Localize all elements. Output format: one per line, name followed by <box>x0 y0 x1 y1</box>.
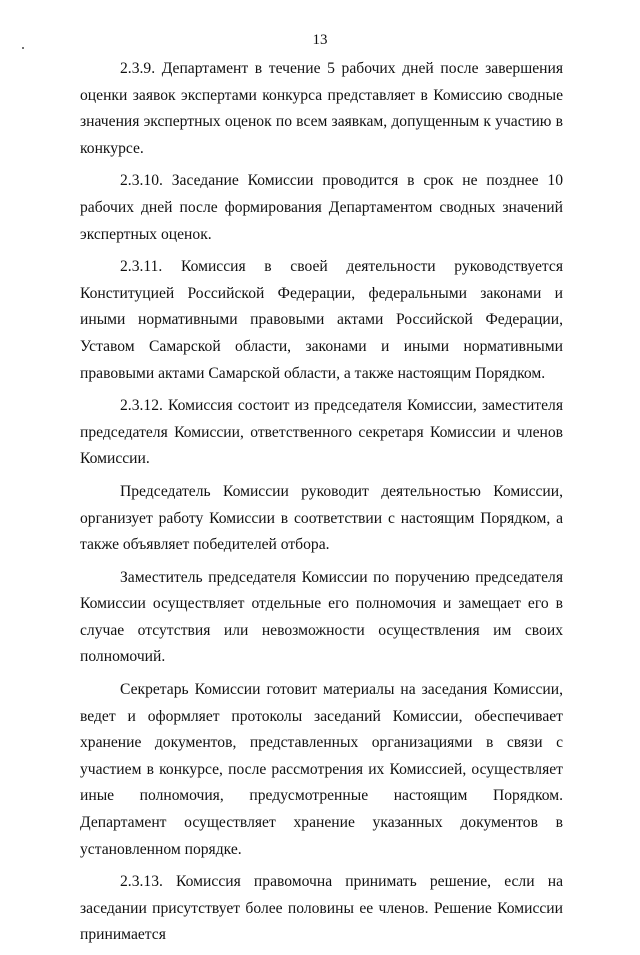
page-number: 13 <box>312 32 328 48</box>
paragraph-2-3-10: 2.3.10. Заседание Комиссии проводится в срок не позднее 10 рабочих дней после формирования Департаментом сводных значений экспертных оценок. <box>80 172 563 243</box>
paragraph-chairman: Председатель Комиссии руководит деятельностью Комиссии, организует работу Комиссии в соответствии с настоящим Порядком, а также объявляет победителей отбора. <box>80 482 563 554</box>
document-body <box>80 56 563 955</box>
paragraph-deputy-chairman: Заместитель председателя Комиссии по поручению председателя Комиссии осуществляет отдельные его полномочия и замещает его в случае отсутствия или невозможности осуществления им своих полномочий. <box>80 568 563 666</box>
paragraph-2-3-9: 2.3.9. Департамент в течение 5 рабочих дней после завершения оценки заявок экспертами конкурса представляет в Комиссию сводные значения экспертных оценок по всем заявкам, допущенным к участию в конкурсе. <box>80 60 563 157</box>
paragraph-2-3-12: 2.3.12. Комиссия состоит из председателя Комиссии, заместителя председателя Комиссии, ответственного секретаря Комиссии и членов Комиссии. <box>80 397 563 468</box>
paragraph-secretary: Секретарь Комиссии готовит материалы на заседания Комиссии, ведет и оформляет протоколы заседаний Комиссии, обеспечивает хранение документов, представленных организациями в связи с участием в конкурсе, после рассмотрения их Комиссией, осуществляет иные полномочия, предусмотренные настоящим Порядком. Департамент осуществляет хранение указанных документов в установленном порядке. <box>80 681 563 858</box>
paragraph-2-3-13: 2.3.13. Комиссия правомочна принимать решение, если на заседании присутствует более половины ее членов. Решение Комиссии принимается <box>80 873 563 944</box>
paragraph-2-3-11: 2.3.11. Комиссия в своей деятельности руководствуется Конституцией Российской Федерации, федеральными законами и иными нормативными правовыми актами Российской Федерации, Уставом Самарской области, законами и иными нормативными правовыми актами Самарской области, а также настоящим Порядком. <box>80 258 563 382</box>
